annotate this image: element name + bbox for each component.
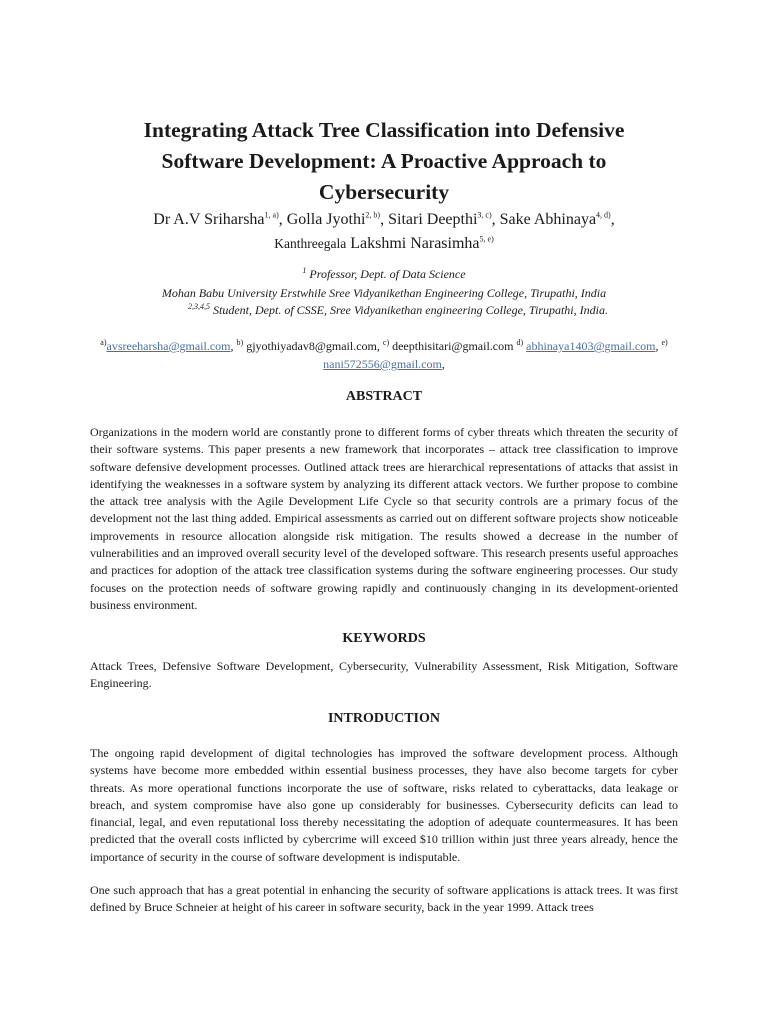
- author-line-1: Dr A.V Sriharsha$^{1, a)}$, Golla Jyothi$^{2, b)}$, Sitari Deepthi$^{3, c)}$, Sake Abhinaya$^{4, d)}$,: [153, 210, 615, 228]
- introduction-paragraph-2: One such approach that has a great potential in enhancing the security of software applications is attack trees. It was first defined by Bruce Schneier at height of his career in software security, back in the year 1999. Attack trees: [90, 883, 678, 915]
- author-name-prefix: Kanthreegala: [274, 236, 347, 251]
- affiliation-2: $^{2,3,4,5}$ Student, Dept. of CSSE, Sree Vidyanikethan engineering College, Tirupathi, India.: [188, 302, 608, 317]
- author-sup: 1, a): [264, 210, 279, 220]
- author-sup: 2, b): [365, 210, 381, 220]
- email-link[interactable]: nani572556@gmail.com: [323, 357, 442, 371]
- author-sup: 4, d): [596, 210, 611, 220]
- affiliation-1-institution: Mohan Babu University Erstwhile Sree Vidyanikethan Engineering College, Tirupathi, India: [161, 286, 607, 300]
- email-text: gjyothiyadav8@gmail.com: [246, 339, 377, 353]
- paper-title: Integrating Attack Tree Classification into Defensive Software Development: A Proactive Approach to Cybersecurity: [143, 118, 625, 204]
- author-sup: 3, c): [477, 210, 492, 220]
- affiliation-1: $^1$ Professor, Dept. of Data Science: [302, 266, 466, 281]
- author-line-2: [60, 232, 708, 256]
- author-list: [60, 208, 708, 256]
- introduction-paragraph-1: The ongoing rapid development of digital technologies has improved the software development process. Although systems have become more embedded within essential business processes, they have also become targets for cyber threats. As more operational functions incorporate the use of software, risks related to cyberattacks, data leakage or breach, and system compromise have also gone up considerably for businesses. Cybersecurity deficits can lead to financial, legal, and even reputational loss thereby necessitating the adoption of adequate countermeasures. It has been predicted that the overall costs inflicted by cybercrime will exceed $10 trillion within just three years already, hence the importance of security in the course of software development is indisputable.: [90, 746, 678, 864]
- introduction-heading: INTRODUCTION: [327, 711, 440, 726]
- keywords-text: Attack Trees, Defensive Software Development, Cybersecurity, Vulnerability Assessment, Risk Mitigation, Software Engineering.: [90, 659, 678, 691]
- email-link[interactable]: abhinaya1403@gmail.com: [526, 339, 656, 353]
- author-name: Sake Abhinaya: [499, 211, 597, 228]
- abstract-heading: ABSTRACT: [345, 389, 423, 404]
- author-name: Dr A.V Sriharsha: [153, 211, 265, 228]
- author-name: Golla Jyothi: [286, 211, 366, 228]
- author-name: Sitari Deepthi: [388, 211, 478, 228]
- author-name: Lakshmi Narasimha: [350, 235, 480, 252]
- email-link[interactable]: avsreeharsha@gmail.com: [106, 339, 231, 353]
- email-text: deepthisitari@gmail.com: [392, 339, 514, 353]
- keywords-heading: KEYWORDS: [342, 631, 426, 646]
- abstract-text: Organizations in the modern world are constantly prone to different forms of cyber threats which threaten the security of their software systems. This paper presents a new framework that incorporates – attack tree classification to improve software defensive development processes. Outlined attack trees are hierarchical representations of attacks that assist in identifying the weaknesses in a software system by analyzing its different attack vectors. We further propose to combine the attack tree analysis with the Agile Development Life Cycle so that security controls are a primary focus of the development not the last thing added. Empirical assessments as carried out on different software projects show noticeable improvements in resource allocation alongside risk mitigation. The results showed a decrease in the number of vulnerabilities and an improved overall security level of the developed software. This research presents useful approaches and practices for adoption of the attack tree classification systems during the software engineering processes. Our study focuses on the protection needs of software growing rapidly and continuously changing in its development-oriented business environment.: [90, 425, 678, 612]
- email-list: $^{a)}$avsreeharsha@gmail.com, $^{b)}$ gjyothiyadav8@gmail.com, $^{c)}$ deepthisitari@gmail.com $^{d)}$ abhinaya1403@gmail.com, $^{e)}$ nani572556@gmail.com,: [100, 338, 668, 371]
- author-sup: 5, e): [479, 234, 494, 244]
